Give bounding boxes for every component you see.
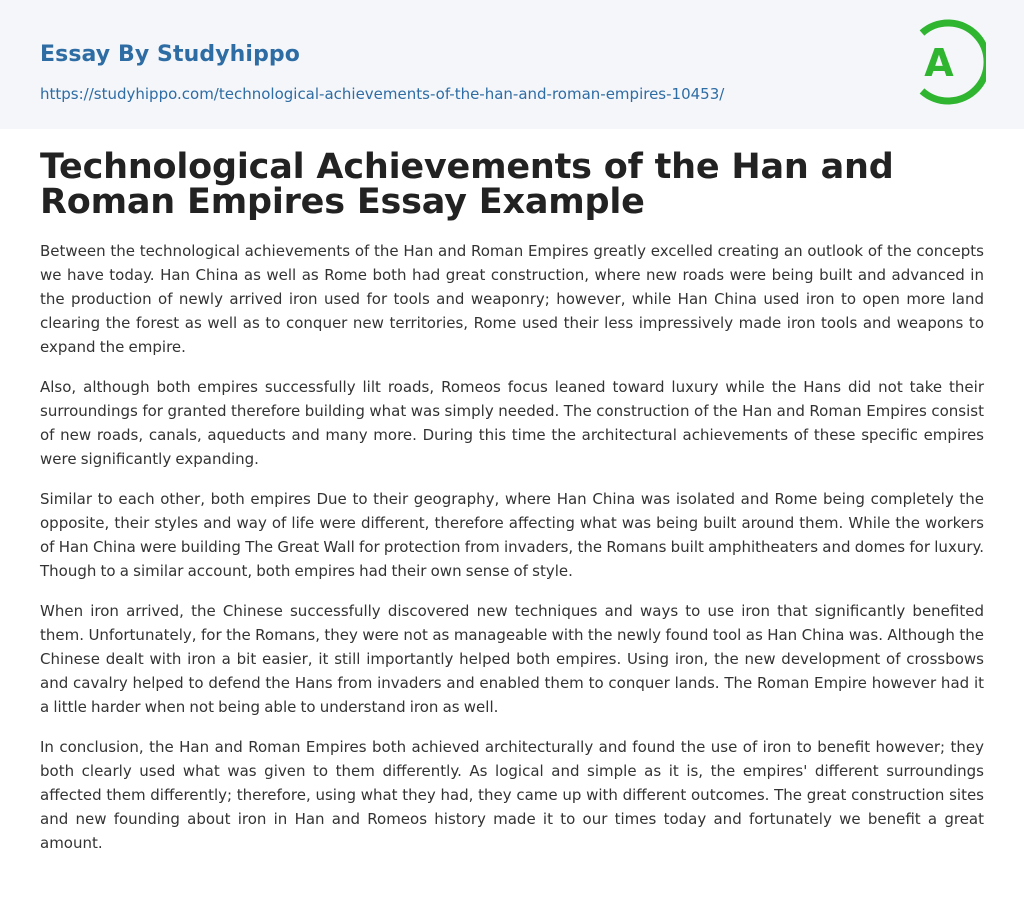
essay-paragraph-2: Also, although both empires successfully lilt roads, Romeos focus leaned toward luxury while the Hans did not take their surroundings for granted therefore building what was simply needed. The construction of the Han and Roman Empires consist of new roads, canals, aqueducts and many more. During this time the architectural achievements of these specific empires were significantly expanding. (40, 378, 984, 468)
essay-title: Technological Achievements of the Han and Roman Empires Essay Example (40, 147, 894, 222)
logo-letter: A (924, 41, 954, 85)
site-header (0, 0, 1024, 129)
studyhippo-logo-icon[interactable] (912, 19, 986, 105)
essay-paragraph-4: When iron arrived, the Chinese successfully discovered new techniques and ways to use iron that significantly benefited them. Unfortunately, for the Romans, they were not as manageable with the newly found tool as Han China was. Although the Chinese dealt with iron a bit easier, it still importantly helped both empires. Using iron, the new development of crossbows and cavalry helped to defend the Hans from invaders and enabled them to conquer lands. The Roman Empire however had it a little harder when not being able to understand iron as well. (40, 602, 984, 716)
essay-paragraph-3: Similar to each other, both empires Due to their geography, where Han China was isolated and Rome being completely the opposite, their styles and way of life were different, therefore affecting what was being built around them. While the workers of Han China were building The Great Wall for protection from invaders, the Romans built amphitheaters and domes for luxury. Though to a similar account, both empires had their own sense of style. (40, 490, 984, 580)
essay-paragraph-1: Between the technological achievements of the Han and Roman Empires greatly excelled creating an outlook of the concepts we have today. Han China as well as Rome both had great construction, where new roads were being built and advanced in the production of newly arrived iron used for tools and weaponry; however, while Han China used iron to open more land clearing the forest as well as to conquer new territories, Rome used their less impressively made iron tools and weapons to expand the empire. (40, 242, 984, 356)
brand-title[interactable]: Essay By Studyhippo (40, 42, 300, 67)
essay-content (0, 147, 1024, 855)
essay-paragraph-5: In conclusion, the Han and Roman Empires both achieved architecturally and found the use of iron to benefit however; they both clearly used what was given to them differently. As logical and simple as it is, the empires' different surroundings affected them differently; therefore, using what they had, they came up with different outcomes. The great construction sites and new founding about iron in Han and Romeos history made it to our times today and fortunately we benefit a great amount. (40, 738, 984, 852)
source-url-link[interactable]: https://studyhippo.com/technological-achievements-of-the-han-and-roman-empires-10453/ (40, 85, 725, 103)
